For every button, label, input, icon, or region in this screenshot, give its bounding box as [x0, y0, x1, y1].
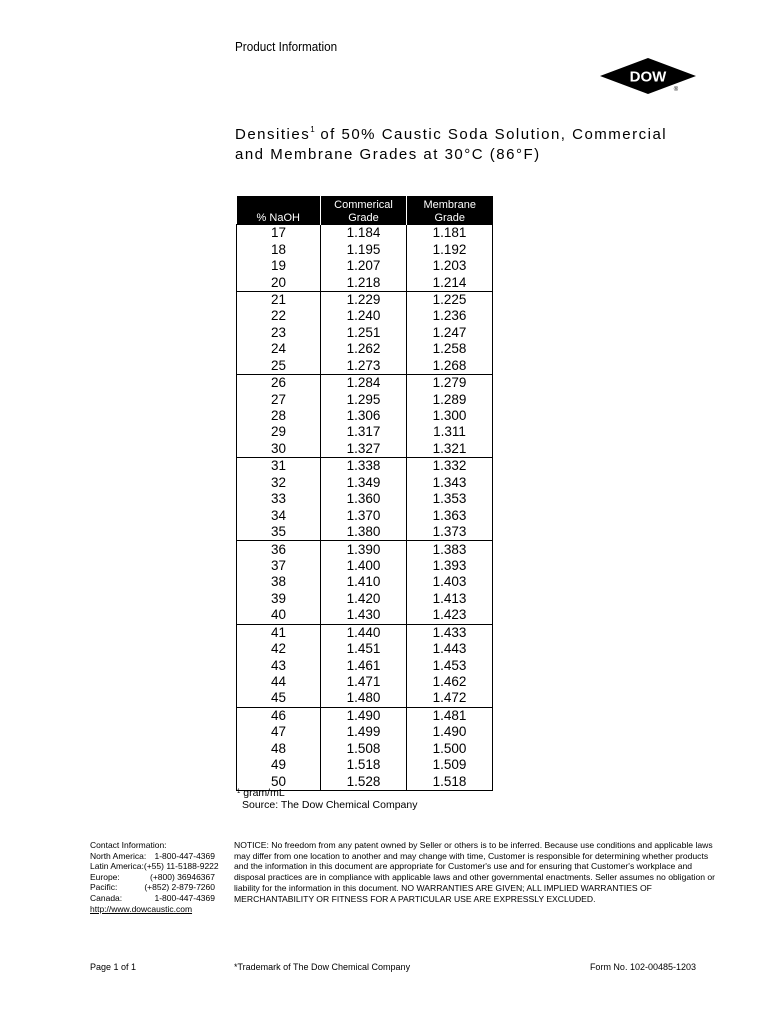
naoh-percent-cell: 21 — [237, 291, 321, 308]
membrane-density-cell: 1.236 — [407, 308, 493, 324]
table-row — [237, 475, 493, 491]
commercial-density-cell: 1.262 — [321, 341, 407, 357]
naoh-percent-cell: 43 — [237, 657, 321, 673]
membrane-density-cell: 1.443 — [407, 641, 493, 657]
contact-row — [90, 882, 215, 893]
commercial-density-cell: 1.338 — [321, 458, 407, 475]
contact-phone: (+852) 2-879-7260 — [144, 882, 215, 893]
header-commercial-grade-line-2: Grade — [348, 211, 379, 224]
source-note: Source: The Dow Chemical Company — [242, 799, 418, 811]
table-row — [237, 408, 493, 424]
table-row — [237, 690, 493, 707]
membrane-density-cell: 1.472 — [407, 690, 493, 707]
membrane-density-cell: 1.423 — [407, 607, 493, 624]
membrane-density-cell: 1.258 — [407, 341, 493, 357]
membrane-density-cell: 1.300 — [407, 408, 493, 424]
naoh-percent-cell: 39 — [237, 591, 321, 607]
commercial-density-cell: 1.380 — [321, 524, 407, 541]
naoh-percent-cell: 18 — [237, 241, 321, 257]
naoh-percent-cell: 45 — [237, 690, 321, 707]
membrane-density-cell: 1.203 — [407, 258, 493, 274]
membrane-density-cell: 1.214 — [407, 274, 493, 291]
naoh-percent-cell: 50 — [237, 773, 321, 790]
header-membrane-grade — [407, 196, 493, 225]
header-membrane-grade-line-2: Grade — [434, 211, 466, 224]
contact-region: North America: — [90, 850, 147, 861]
commercial-density-cell: 1.461 — [321, 657, 407, 673]
membrane-density-cell: 1.225 — [407, 291, 493, 308]
naoh-percent-cell: 42 — [237, 641, 321, 657]
commercial-density-cell: 1.273 — [321, 358, 407, 375]
contact-row — [90, 872, 215, 883]
header-commercial-grade — [321, 196, 407, 225]
form-number: Form No. 102-00485-1203 — [589, 962, 696, 972]
commercial-density-cell: 1.518 — [321, 757, 407, 773]
contact-region: Pacific: — [90, 882, 118, 893]
table-row — [237, 674, 493, 690]
density-table — [236, 196, 493, 791]
table-row — [237, 741, 493, 757]
naoh-percent-cell: 24 — [237, 341, 321, 357]
membrane-density-cell: 1.321 — [407, 441, 493, 458]
naoh-percent-cell: 34 — [237, 507, 321, 523]
membrane-density-cell: 1.509 — [407, 757, 493, 773]
commercial-density-cell: 1.295 — [321, 391, 407, 407]
table-row-group — [237, 374, 493, 457]
naoh-percent-cell: 28 — [237, 408, 321, 424]
header-commercial-grade-line-1: Commerical — [334, 199, 393, 211]
membrane-density-cell: 1.383 — [407, 541, 493, 558]
commercial-density-cell: 1.508 — [321, 741, 407, 757]
contact-phone: (+55) 11-5188-9222 — [143, 861, 219, 872]
naoh-percent-cell: 49 — [237, 757, 321, 773]
membrane-density-cell: 1.453 — [407, 657, 493, 673]
table-row — [237, 558, 493, 574]
table-row — [237, 657, 493, 673]
naoh-percent-cell: 33 — [237, 491, 321, 507]
commercial-density-cell: 1.184 — [321, 225, 407, 242]
membrane-density-cell: 1.268 — [407, 358, 493, 375]
commercial-density-cell: 1.390 — [321, 541, 407, 558]
commercial-density-cell: 1.471 — [321, 674, 407, 690]
commercial-density-cell: 1.370 — [321, 507, 407, 523]
table-row-group — [237, 541, 493, 624]
membrane-density-cell: 1.343 — [407, 475, 493, 491]
dow-logo-text: DOW — [629, 68, 667, 86]
density-table-header — [237, 196, 493, 225]
commercial-density-cell: 1.306 — [321, 408, 407, 424]
membrane-density-cell: 1.462 — [407, 674, 493, 690]
table-row — [237, 441, 493, 458]
naoh-percent-cell: 47 — [237, 724, 321, 740]
commercial-density-cell: 1.430 — [321, 607, 407, 624]
membrane-density-cell: 1.413 — [407, 591, 493, 607]
naoh-percent-cell: 17 — [237, 225, 321, 242]
title-line-2: and Membrane Grades at 30°C (86°F) — [235, 146, 541, 163]
contact-row — [90, 893, 215, 904]
contact-region: Latin America: — [90, 861, 144, 872]
product-information-label: Product Information — [235, 39, 338, 54]
membrane-density-cell: 1.393 — [407, 558, 493, 574]
footnote-marker: 1 — [237, 789, 241, 795]
commercial-density-cell: 1.317 — [321, 424, 407, 440]
naoh-percent-cell: 20 — [237, 274, 321, 291]
table-row — [237, 374, 493, 391]
table-row — [237, 591, 493, 607]
table-footnote — [237, 787, 417, 811]
membrane-density-cell: 1.181 — [407, 225, 493, 242]
table-row — [237, 624, 493, 641]
contact-heading: Contact Information: — [90, 840, 167, 850]
commercial-density-cell: 1.360 — [321, 491, 407, 507]
naoh-percent-cell: 37 — [237, 558, 321, 574]
table-row — [237, 424, 493, 440]
membrane-density-cell: 1.279 — [407, 374, 493, 391]
title-footnote-marker: 1 — [310, 125, 315, 134]
commercial-density-cell: 1.440 — [321, 624, 407, 641]
membrane-density-cell: 1.192 — [407, 241, 493, 257]
table-row — [237, 241, 493, 257]
contact-row — [90, 861, 219, 872]
membrane-density-cell: 1.332 — [407, 458, 493, 475]
naoh-percent-cell: 23 — [237, 325, 321, 341]
commercial-density-cell: 1.284 — [321, 374, 407, 391]
commercial-density-cell: 1.420 — [321, 591, 407, 607]
dow-logo — [600, 56, 696, 96]
naoh-percent-cell: 25 — [237, 358, 321, 375]
footnote-unit: gram/mL — [240, 787, 285, 799]
table-row — [237, 341, 493, 357]
contact-region: Canada: — [90, 892, 123, 903]
naoh-percent-cell: 46 — [237, 707, 321, 724]
naoh-percent-cell: 19 — [237, 258, 321, 274]
table-row — [237, 274, 493, 291]
naoh-percent-cell: 27 — [237, 391, 321, 407]
naoh-percent-cell: 30 — [237, 441, 321, 458]
membrane-density-cell: 1.500 — [407, 741, 493, 757]
table-row — [237, 358, 493, 375]
contact-phone: 1-800-447-4369 — [154, 892, 215, 903]
table-row — [237, 491, 493, 507]
table-row — [237, 574, 493, 590]
naoh-percent-cell: 22 — [237, 308, 321, 324]
membrane-density-cell: 1.518 — [407, 773, 493, 790]
website-link[interactable]: http://www.dowcaustic.com — [90, 903, 193, 914]
commercial-density-cell: 1.207 — [321, 258, 407, 274]
naoh-percent-cell: 31 — [237, 458, 321, 475]
registered-mark: ® — [673, 87, 679, 93]
header-naoh-percent — [237, 196, 321, 225]
table-row — [237, 724, 493, 740]
table-row-group — [237, 624, 493, 707]
naoh-percent-cell: 41 — [237, 624, 321, 641]
legal-notice: NOTICE: No freedom from any patent owned by Seller or others is to be inferred. Because use conditions and applicable laws may differ from one location to another and may change with time, Customer is responsible for determining whether products and the information in this document are appropriate for Customer's use and for ensuring that Customer's workplace and disposal practices are in compliance with applicable laws and other governmental enactments. Seller assumes no obligation or liability for the information in this document. NO WARRANTIES ARE GIVEN; ALL IMPLIED WARRANTIES OF MERCHANTABILITY OR FITNESS FOR A PARTICULAR USE ARE EXPRESSLY EXCLUDED. — [234, 840, 716, 904]
naoh-percent-cell: 26 — [237, 374, 321, 391]
header-naoh-percent-line-1: % NaOH — [256, 211, 300, 224]
contact-information — [90, 840, 219, 914]
table-row — [237, 757, 493, 773]
membrane-density-cell: 1.311 — [407, 424, 493, 440]
table-row — [237, 291, 493, 308]
naoh-percent-cell: 44 — [237, 674, 321, 690]
header-membrane-grade-line-1: Membrane — [423, 199, 477, 211]
membrane-density-cell: 1.247 — [407, 325, 493, 341]
naoh-percent-cell: 32 — [237, 475, 321, 491]
table-row — [237, 308, 493, 324]
membrane-density-cell: 1.373 — [407, 524, 493, 541]
table-row — [237, 541, 493, 558]
contact-row — [90, 851, 215, 862]
naoh-percent-cell: 35 — [237, 524, 321, 541]
commercial-density-cell: 1.229 — [321, 291, 407, 308]
commercial-density-cell: 1.251 — [321, 325, 407, 341]
table-row-group — [237, 291, 493, 374]
naoh-percent-cell: 40 — [237, 607, 321, 624]
membrane-density-cell: 1.490 — [407, 724, 493, 740]
table-row — [237, 225, 493, 242]
table-row-group — [237, 225, 493, 292]
table-row — [237, 325, 493, 341]
table-row — [237, 458, 493, 475]
naoh-percent-cell: 38 — [237, 574, 321, 590]
commercial-density-cell: 1.327 — [321, 441, 407, 458]
naoh-percent-cell: 36 — [237, 541, 321, 558]
table-row — [237, 391, 493, 407]
title-densities: Densities — [235, 126, 311, 143]
title-line-1 — [235, 125, 667, 145]
membrane-density-cell: 1.289 — [407, 391, 493, 407]
table-row — [237, 507, 493, 523]
contact-region: Europe: — [90, 871, 120, 882]
document-title — [235, 125, 667, 165]
commercial-density-cell: 1.480 — [321, 690, 407, 707]
table-row — [237, 524, 493, 541]
commercial-density-cell: 1.195 — [321, 241, 407, 257]
commercial-density-cell: 1.410 — [321, 574, 407, 590]
commercial-density-cell: 1.218 — [321, 274, 407, 291]
table-row — [237, 641, 493, 657]
contact-phone: (+800) 36946367 — [150, 871, 215, 882]
table-row-group — [237, 707, 493, 790]
commercial-density-cell: 1.349 — [321, 475, 407, 491]
commercial-density-cell: 1.451 — [321, 641, 407, 657]
membrane-density-cell: 1.403 — [407, 574, 493, 590]
table-row — [237, 607, 493, 624]
naoh-percent-cell: 48 — [237, 741, 321, 757]
commercial-density-cell: 1.240 — [321, 308, 407, 324]
membrane-density-cell: 1.353 — [407, 491, 493, 507]
title-line-1-rest: of 50% Caustic Soda Solution, Commercial — [314, 126, 668, 143]
commercial-density-cell: 1.528 — [321, 773, 407, 790]
membrane-density-cell: 1.433 — [407, 624, 493, 641]
membrane-density-cell: 1.363 — [407, 507, 493, 523]
commercial-density-cell: 1.400 — [321, 558, 407, 574]
membrane-density-cell: 1.481 — [407, 707, 493, 724]
trademark-note: *Trademark of The Dow Chemical Company — [234, 962, 411, 972]
table-row-group — [237, 458, 493, 541]
naoh-percent-cell: 29 — [237, 424, 321, 440]
table-row — [237, 707, 493, 724]
page-number: Page 1 of 1 — [90, 962, 137, 972]
contact-phone: 1-800-447-4369 — [154, 850, 215, 861]
table-row — [237, 258, 493, 274]
commercial-density-cell: 1.490 — [321, 707, 407, 724]
commercial-density-cell: 1.499 — [321, 724, 407, 740]
